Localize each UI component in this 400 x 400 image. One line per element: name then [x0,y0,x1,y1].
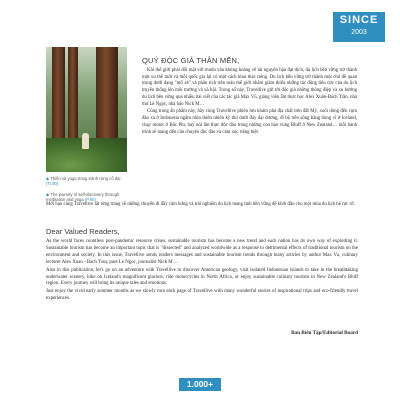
vietnamese-paragraph: Cũng trong ấn phẩm này, hãy cùng Travellive phiêu lưu khám phá địa chất trên đất Mỹ, xuôi dòng đến cụm đảo xa ở Indonesia ngắm nhìn thiên nhiên kỳ thú dưới đáy đại dương, đi bộ trên sông băng hùng vĩ ở Iceland, chạy motor ở Bắc Phi, hay nói ấm thực độc đáo trong những con hào vùng Bluff ở New Zealand… mỗi hành trình sẽ mang đến câu chuyện độc đáo và cảm xúc riêng biệt. [142,109,357,135]
photo-caption [46,176,130,186]
english-heading: Dear Valued Readers, [46,227,120,236]
since-badge [333,12,385,42]
editorial-signature: Ban Biên Tập/Editorial Board [291,330,358,336]
english-paragraph: Just enjoy the vivid early summer months as we slowly turn each page of Travellive with many wonderful stories of inspirational trips and eco-friendly travel experiences. [46,289,358,302]
vietnamese-paragraph: Mời bạn cùng Travellive lật từng trang về những chuyến đi đầy cảm hứng và trải nghiệm du lịch mang tính bền vững để khởi đầu cho một mùa du lịch hè rực rỡ. [46,202,355,207]
caption-bullet-icon: ◆ [46,192,50,197]
since-label: SINCE [339,14,379,26]
vietnamese-closing [46,202,358,209]
since-year: 2003 [351,29,367,36]
english-paragraph: As the world faces countless post-pandemic resource crises, sustainable tourism has become a new trend and each nation has its own way of exploiting it. Sustainable tourism has become an important topic that is "dissected" and analyzed worldwide as a response to detrimental effects of traditional tourism on the environment and society. In this issue, Travellive sends readers messages and sustainable tourism trends through many articles by author Max Vu, culinary lecturer Alex Xuan - Bach Tran, poet Le Ngoc, journalist Nick M… [46,239,358,265]
vietnamese-heading: QUÝ ĐỘC GIẢ THÂN MẾN, [142,56,240,65]
caption-bullet-icon: ◆ [46,176,50,181]
meditating-person [82,133,89,149]
english-paragraph: Also in this publication, let's go on an adventure with Travellive to discover American geology, visit isolated Indonesian islands to take in the breathtaking underwater scenery, hike on Iceland's magnificent glaciers, ride motorcycles in North Africa, or enjoy sustainable culinary tourism in New Zealand's Bluff region. Every journey will bring its unique tales and emotions. [46,267,358,287]
caption-page-ref: (Tr.90) [46,181,59,186]
page-number: 1.000+ [179,378,221,391]
vietnamese-body [142,68,357,137]
caption-text: The journey of self-discovery through meditation and yoga [46,192,120,202]
caption-text: Thiền và yoga trong tránh rừng cổ đại [50,176,121,181]
english-body [46,239,358,304]
forest-photo [46,47,127,172]
caption-page-ref: (P.90) [84,197,96,202]
vietnamese-paragraph: Khi thế giới phải đối mặt với muôn vàn khủng hoảng về tài nguyên hậu đại dịch, du lịch bền vững trở thành một xu thế mới và mỗi quốc gia lại có một cách khai thác riêng. Du lịch bền vững trở thành một chủ đề quan trọng dưới dạng "mổ xẻ" và phân tích trên toàn thế giới nhằm giảm thiểu những tác động tiêu cực của du lịch truyền thống lên môi trường và xã hội. Trong số này, Travellive gửi tới độc giả những thông điệp và xu hướng du lịch bền vững qua nhiều bài viết của các tác giả Max Vũ, giảng viên ẩm thực học Alex Xuân-Bách Trần, nhà thơ Lê Ngọc, nhà báo Nick M… [142,68,357,107]
photo-caption [46,192,130,202]
